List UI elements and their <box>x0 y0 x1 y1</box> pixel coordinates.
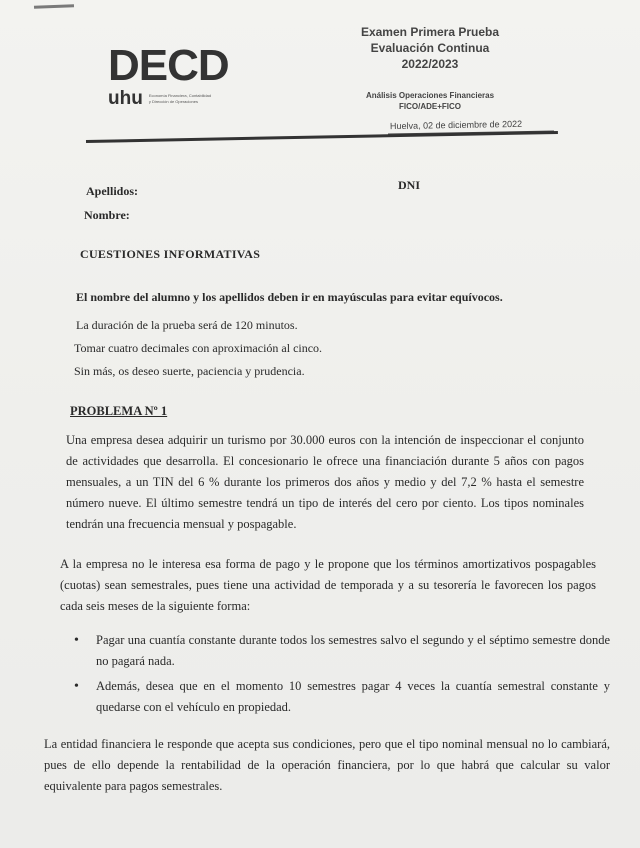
bullet-icon: • <box>74 679 79 694</box>
logo-uhu-text: uhu <box>108 88 143 109</box>
exam-header <box>330 24 530 112</box>
problem-bullet-list <box>70 630 610 722</box>
exam-title: Examen Primera Prueba <box>360 25 500 39</box>
info-line-3: Tomar cuatro decimales con aproximación al cinco. <box>74 341 323 355</box>
name-label: Nombre: <box>84 208 130 222</box>
logo-main-text: DECD <box>108 41 229 90</box>
exam-subtitle: Evaluación Continua <box>370 41 490 55</box>
logo-caption <box>149 94 211 104</box>
logo-caption-line-2: y Dirección de Operaciones <box>148 99 198 104</box>
header-divider <box>86 131 558 143</box>
list-item <box>70 676 610 718</box>
bullet-icon: • <box>74 633 79 648</box>
list-item <box>70 630 610 672</box>
problem-paragraph-2: A la empresa no le interesa esa forma de pago y le propone que los términos amortizativos pospagables (cuotas) sean semestrales, pues tiene una actividad de temporada y a su tesorería le favorecen los pagos cada seis meses de la siguiente forma: <box>60 557 596 613</box>
decd-logo <box>108 41 248 110</box>
info-line-2: La duración de la prueba será de 120 minutos. <box>76 318 298 332</box>
info-heading: CUESTIONES INFORMATIVAS <box>80 247 261 261</box>
logo-sub <box>108 88 248 110</box>
logo-caption-line-1: Economía Financiera, Contabilidad <box>148 93 212 98</box>
course-name: Análisis Operaciones Financieras <box>365 91 495 100</box>
degree-name: FICO/ADE+FICO <box>398 102 461 111</box>
exam-date: Huelva, 02 de diciembre de 2022 <box>389 118 523 132</box>
exam-year: 2022/2023 <box>401 57 459 71</box>
bullet-text-1: Pagar una cuantía constante durante todos los semestres salvo el segundo y el séptimo semestre donde no pagará nada. <box>96 633 610 668</box>
problem-title: PROBLEMA Nº 1 <box>70 404 168 418</box>
surname-label: Apellidos: <box>86 184 139 198</box>
problem-paragraph-1: Una empresa desea adquirir un turismo por 30.000 euros con la intención de inspeccionar el conjunto de actividades que desarrolla. El concesionario le ofrece una financiación durante 5 años con pagos mensuales, a un TIN del 6 % durante los primeros dos años y medio y del 7,2 % hasta el semestre número nueve. El último semestre tendrá un tipo de interés del cero por ciento. Los tipos nominales tendrán una frecuencia mensual y pospagable. <box>66 433 584 531</box>
info-line-1: El nombre del alumno y los apellidos deben ir en mayúsculas para evitar equívocos. <box>76 290 503 304</box>
scan-mark <box>34 4 74 8</box>
bullet-text-2: Además, desea que en el momento 10 semestres pagar 4 veces la cuantía semestral constante y quedarse con el vehículo en propiedad. <box>96 679 610 714</box>
dni-label: DNI <box>398 178 421 192</box>
info-line-4: Sin más, os deseo suerte, paciencia y prudencia. <box>74 364 305 378</box>
problem-paragraph-3: La entidad financiera le responde que acepta sus condiciones, pero que el tipo nominal mensual no lo cambiará, pues de ello depende la rentabilidad de la operación financiera, por lo que habrá que calcular su valor equivalente para pagos semestrales. <box>44 737 610 793</box>
